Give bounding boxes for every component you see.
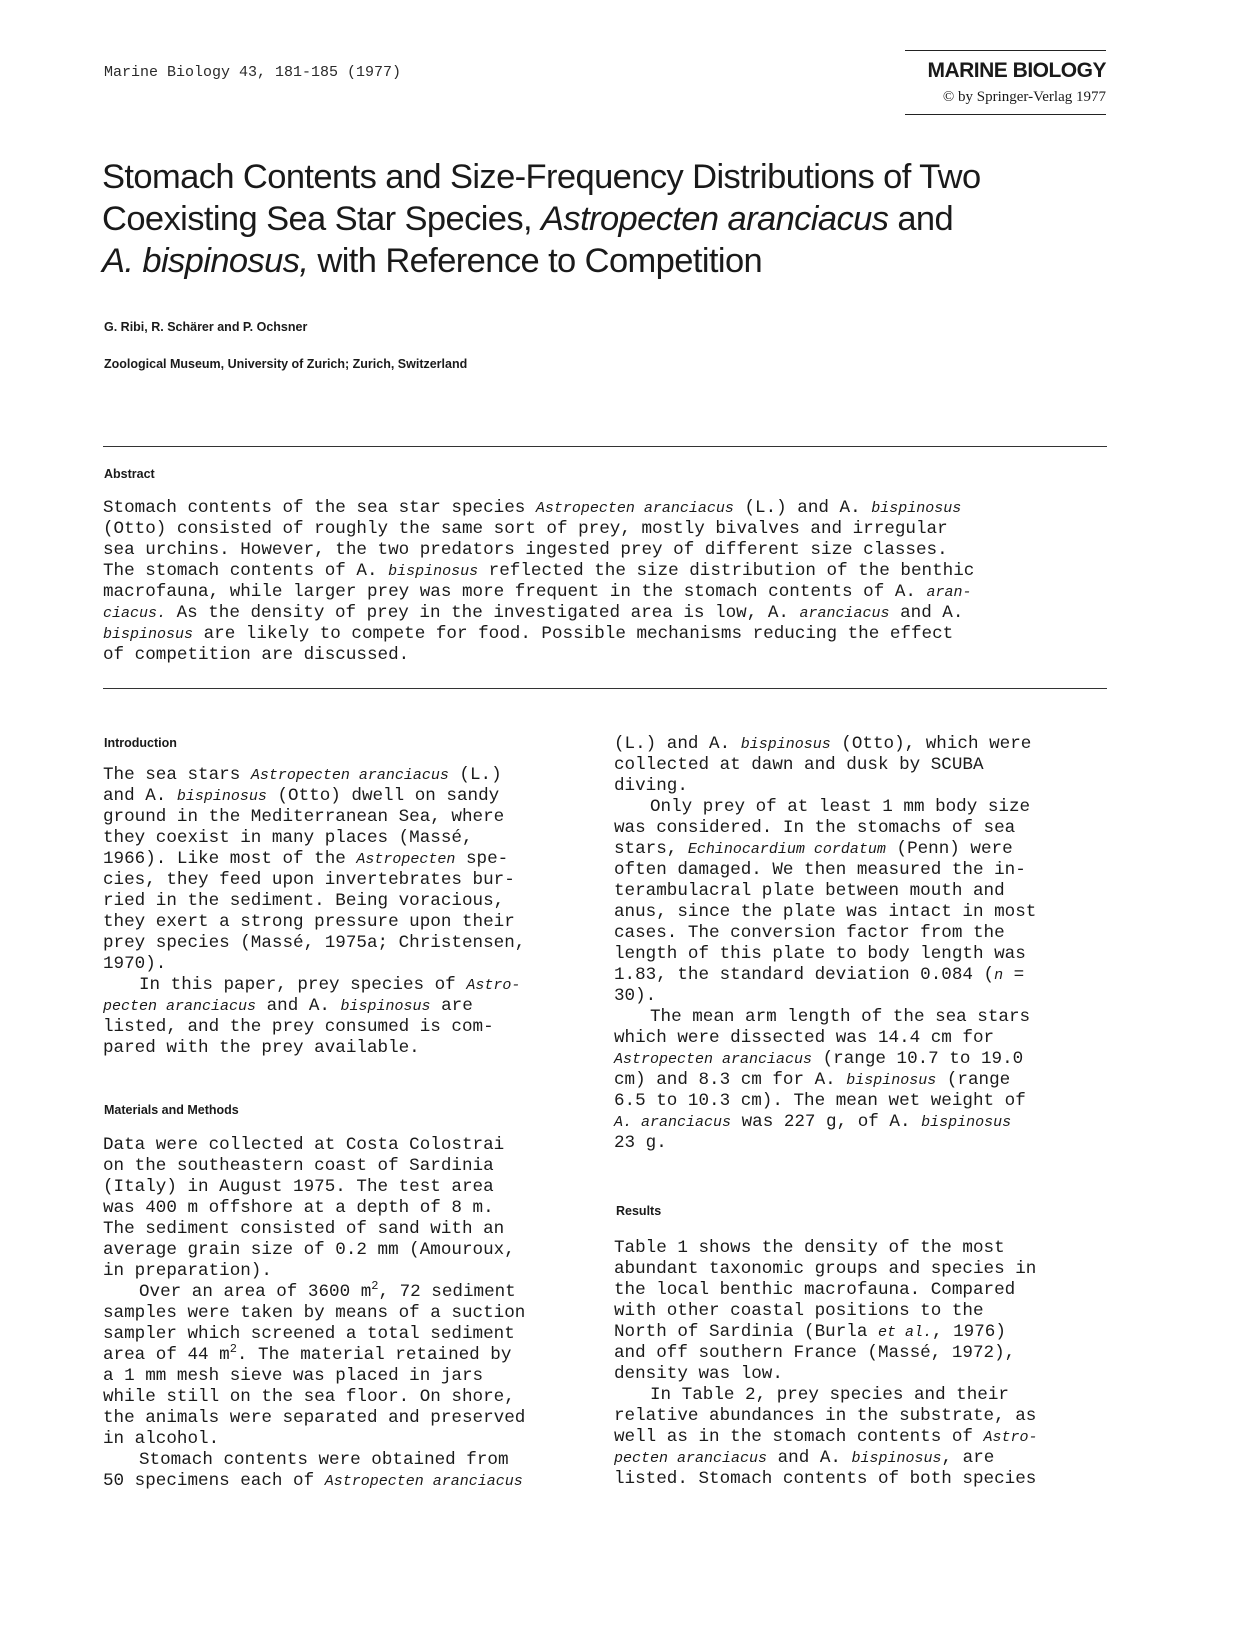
abstract-rule-top — [103, 446, 1107, 447]
abstract-heading: Abstract — [104, 467, 155, 481]
abstract-rule-bottom — [103, 688, 1107, 689]
publisher-copyright: © by Springer-Verlag 1977 — [942, 89, 1106, 105]
results-heading: Results — [616, 1204, 662, 1218]
results-body: Table 1 shows the density of the most abundant taxonomic groups and species in the local benthic macrofauna. Compared with other coastal positions to the North of Sardinia (Burla et al., 1976) and off southern France (Massé, 1972), density was low. In Table 2, prey species and their relative abundances in the substrate, as well as in the stomach contents of Astro- pecten aranciacus and A. bispinosus, are listed. Stomach contents of both species — [614, 1238, 1038, 1489]
journal-rule-top — [905, 50, 1106, 51]
abstract-body: Stomach contents of the sea star species Astropecten aranciacus (L.) and A. bispinosus (Otto) consisted of roughly the same sort of prey, mostly bivalves and irregular sea urchins. However, the two predators ingested prey of different size classes. The stomach contents of A. bispinosus reflected the size distribution of the benthic macrofauna, while larger prey was more frequent in the stomach contents of A. aran- ciacus. As the density of prey in the investigated area is low, A. aranciacus and A. bispinosus are likely to compete for food. Possible mechanisms reducing the effect of competition are discussed. — [103, 498, 975, 665]
introduction-paragraph-2: In this paper, prey species of Astro- pecten aranciacus and A. bispinosus are listed, and the prey consumed is com- pared with the prey available. — [103, 975, 521, 1058]
methods-paragraph-1: Data were collected at Costa Colostrai on the southeastern coast of Sardinia (Italy) in August 1975. The test area was 400 m offshore at a depth of 8 m. The sediment consisted of sand with an average grain size of 0.2 mm (Amouroux, in preparation). Over an area of 3600 $m^2$, 72 sediment samples were taken by means of a suction sampler which screened a total sediment area of 44 $m^2$. The material retained by a 1 mm mesh sieve was placed in jars while still on the sea floor. On shore, the animals were separated and preserved in alcohol. Stomach contents were obtained from 50 specimens each of Astropecten aranciacus — [103, 1135, 526, 1491]
methods-continued: (L.) and A. bispinosus (Otto), which were collected at dawn and dusk by SCUBA diving. Only prey of at least 1 mm body size was considered. In the stomachs of sea stars, Echinocardium cordatum (Penn) were often damaged. We then measured the in- terambulacral plate between mouth and anus, since the plate was intact in most cases. The conversion factor from the length of this plate to body length was 1.83, the standard deviation 0.084 (n = 30). The mean arm length of the sea stars which were dissected was 14.4 cm for Astropecten aranciacus (range 10.7 to 19.0 cm) and 8.3 cm for A. bispinosus (range 6.5 to 10.3 cm). The mean wet weight of A. aranciacus was 227 g, of A. bispinosus 23 g. — [614, 734, 1037, 1153]
methods-heading: Materials and Methods — [104, 1103, 239, 1117]
introduction-heading: Introduction — [104, 736, 177, 750]
article-title: Stomach Contents and Size-Frequency Distributions of Two Coexisting Sea Star Species, Astropecten aranciacus and A. bispinosus, with Reference to Competition — [102, 158, 981, 280]
introduction-paragraph-1: The sea stars Astropecten aranciacus (L.) and A. bispinosus (Otto) dwell on sandy ground in the Mediterranean Sea, where they coexist in many places (Massé, 1966). Like most of the Astropecten spe- cies, they feed upon invertebrates bur- ried in the sediment. Being voracious, they exert a strong pressure upon their prey species (Massé, 1975a; Christensen, 1970). — [103, 765, 526, 974]
journal-name: MARINE BIOLOGY — [927, 59, 1106, 82]
authors: G. Ribi, R. Schärer and P. Ochsner — [104, 320, 308, 334]
journal-citation: Marine Biology 43, 181-185 (1977) — [104, 64, 402, 81]
journal-rule-bottom — [905, 114, 1106, 115]
affiliation: Zoological Museum, University of Zurich; Zurich, Switzerland — [104, 357, 468, 371]
